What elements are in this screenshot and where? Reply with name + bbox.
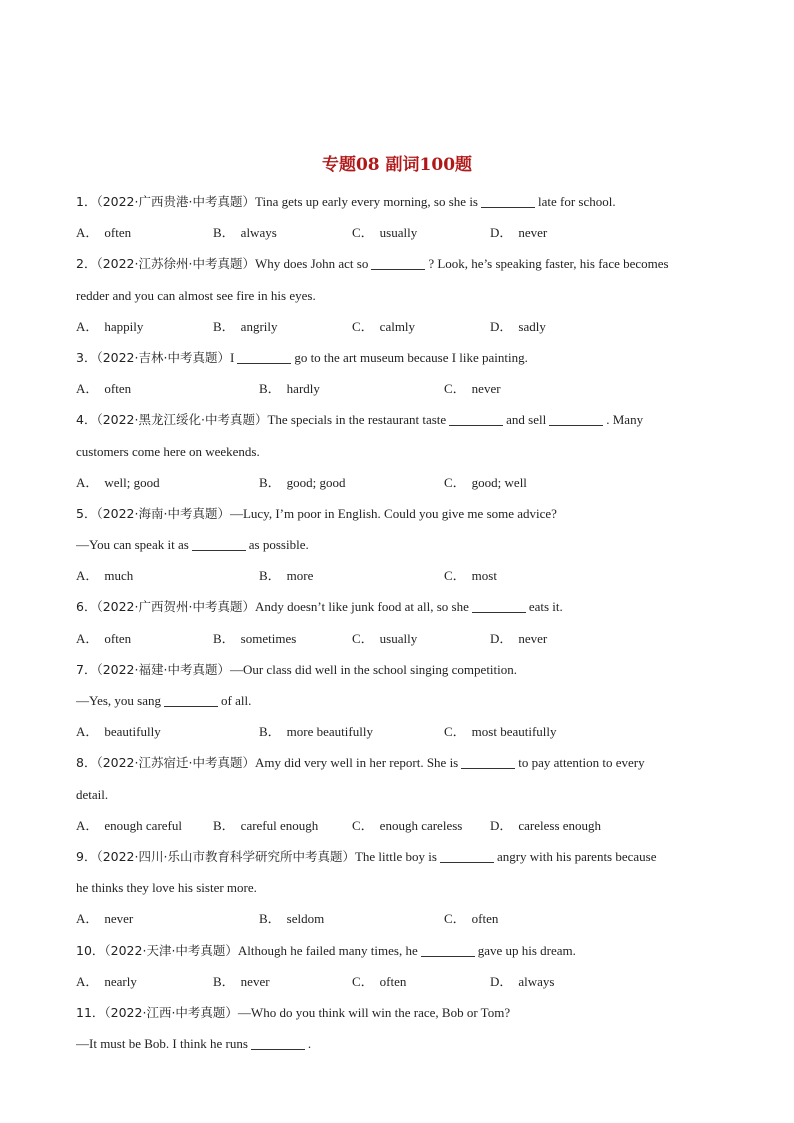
option-text: angrily	[240, 318, 278, 334]
option-text: often	[471, 911, 499, 927]
question-source: （2022·江苏宿迁·中考真题）	[96, 755, 255, 771]
option-text: much	[104, 568, 134, 584]
option-letter: C．	[352, 225, 374, 241]
question-line	[76, 747, 726, 778]
question-line	[76, 248, 726, 279]
answer-option[interactable]	[213, 810, 318, 841]
question-number: 5．	[76, 505, 97, 521]
answer-option[interactable]	[76, 716, 161, 747]
option-row	[76, 467, 726, 498]
option-text: enough careless	[379, 817, 463, 833]
question-text: —Lucy, I’m poor in English. Could you give me some advice?	[229, 505, 557, 521]
question-source: （2022·江西·中考真题）	[104, 1004, 238, 1020]
option-letter: D．	[490, 318, 513, 334]
answer-option[interactable]	[213, 311, 278, 342]
option-text: always	[240, 225, 277, 241]
option-text: sadly	[518, 318, 546, 334]
option-row	[76, 217, 726, 248]
question-text: he thinks they love his sister more.	[76, 880, 257, 896]
option-letter: C．	[352, 630, 374, 646]
question-number: 7．	[76, 661, 97, 677]
option-text: never	[518, 630, 548, 646]
question-source: （2022·广西贵港·中考真题）	[96, 194, 255, 209]
option-text: calmly	[379, 318, 416, 334]
answer-option[interactable]	[76, 311, 143, 342]
option-letter: C．	[444, 568, 466, 584]
question-line	[76, 1028, 726, 1059]
option-text: often	[104, 630, 132, 646]
question-number: 6．	[76, 599, 97, 615]
question-source: （2022·海南·中考真题）	[96, 505, 230, 521]
question-text: —Yes, you sang	[76, 693, 161, 708]
answer-option[interactable]	[444, 467, 527, 498]
option-letter: C．	[352, 973, 374, 989]
answer-option[interactable]	[76, 810, 182, 841]
answer-option[interactable]	[444, 903, 498, 934]
option-row	[76, 311, 726, 342]
question-list	[76, 186, 726, 1059]
question-text: The specials in the restaurant taste	[267, 412, 447, 428]
answer-blank	[371, 255, 425, 270]
option-text: more beautifully	[286, 724, 373, 740]
question-text: of all.	[221, 693, 252, 708]
option-letter: C．	[444, 911, 466, 927]
answer-blank	[461, 754, 515, 769]
question-text: eats it.	[528, 599, 563, 615]
option-letter: C．	[444, 381, 466, 397]
answer-option[interactable]	[259, 716, 373, 747]
option-letter: C．	[352, 318, 374, 334]
question-line	[76, 498, 726, 529]
option-letter: C．	[444, 474, 466, 490]
answer-option[interactable]	[259, 373, 320, 404]
option-text: nearly	[104, 973, 137, 989]
option-letter: A．	[76, 381, 99, 397]
option-text: never	[518, 225, 548, 241]
question-text: The little boy is	[354, 848, 437, 864]
question-line	[76, 404, 726, 435]
option-text: more	[286, 568, 314, 584]
question-text: ? Look, he’s speaking faster, his face becomes	[428, 256, 669, 272]
question-text: customers come here on weekends.	[76, 443, 260, 459]
question-text: Although he failed many times, he	[237, 942, 418, 958]
option-text: enough careful	[104, 817, 182, 833]
option-text: good; good	[286, 474, 346, 490]
option-text: careless enough	[518, 817, 602, 833]
question-text: detail.	[76, 786, 109, 802]
question-source: （2022·广西贺州·中考真题）	[96, 599, 255, 615]
option-text: usually	[379, 630, 418, 646]
answer-blank	[449, 411, 503, 426]
question-text: —Who do you think will win the race, Bob or Tom?	[237, 1004, 511, 1020]
option-text: never	[240, 973, 270, 989]
question-text: —Our class did well in the school singing competition.	[229, 661, 518, 677]
answer-blank	[251, 1035, 305, 1050]
option-letter: B．	[213, 318, 235, 334]
answer-option[interactable]	[490, 217, 547, 248]
option-letter: B．	[259, 474, 281, 490]
option-row	[76, 716, 726, 747]
answer-blank	[164, 692, 218, 707]
question-line	[76, 436, 726, 467]
option-text: often	[104, 225, 132, 241]
answer-blank	[481, 193, 535, 208]
answer-option[interactable]	[352, 217, 417, 248]
answer-option[interactable]	[444, 716, 557, 747]
question-line	[76, 186, 726, 217]
question-text: angry with his parents because	[496, 848, 657, 864]
question-source: （2022·四川·乐山市教育科学研究所中考真题）	[96, 848, 355, 864]
option-text: sometimes	[240, 630, 297, 646]
option-row	[76, 560, 726, 591]
question-number: 3．	[76, 349, 97, 365]
option-letter: B．	[213, 817, 235, 833]
option-letter: B．	[213, 973, 235, 989]
option-letter: C．	[352, 817, 374, 833]
question-text: as possible.	[248, 537, 309, 553]
option-text: often	[104, 381, 132, 397]
option-letter: C．	[444, 724, 466, 740]
answer-blank	[549, 411, 603, 426]
answer-option[interactable]	[213, 217, 277, 248]
question-text: redder and you can almost see fire in his eyes.	[76, 287, 316, 303]
option-letter: A．	[76, 724, 99, 740]
question-number: 4．	[76, 412, 97, 428]
answer-option[interactable]	[76, 623, 131, 654]
answer-option[interactable]	[444, 373, 501, 404]
option-row	[76, 810, 726, 841]
answer-blank	[192, 536, 246, 551]
option-letter: A．	[76, 568, 99, 584]
option-letter: D．	[490, 225, 513, 241]
question-number: 1．	[76, 194, 97, 209]
question-text: late for school.	[538, 194, 616, 209]
answer-blank	[237, 349, 291, 364]
option-letter: A．	[76, 474, 99, 490]
question-number: 9．	[76, 848, 97, 864]
answer-blank	[421, 942, 475, 957]
option-text: beautifully	[104, 724, 161, 740]
answer-option[interactable]	[76, 966, 137, 997]
option-text: never	[471, 381, 501, 397]
question-text: —You can speak it as	[76, 537, 189, 553]
question-text: and sell	[506, 412, 547, 428]
question-line	[76, 935, 726, 966]
answer-option[interactable]	[259, 467, 346, 498]
question-text: I	[229, 349, 235, 365]
answer-option[interactable]	[352, 966, 406, 997]
question-text: —It must be Bob. I think he runs	[76, 1036, 248, 1052]
option-row	[76, 903, 726, 934]
question-text: go to the art museum because I like painting.	[294, 349, 528, 365]
option-text: hardly	[286, 381, 320, 397]
option-letter: B．	[259, 724, 281, 740]
question-text: Andy doesn’t like junk food at all, so she	[254, 599, 469, 615]
answer-option[interactable]	[259, 903, 324, 934]
question-text: Tina gets up early every morning, so she is	[254, 194, 478, 209]
question-text: . Many	[606, 412, 644, 428]
question-line	[76, 841, 726, 872]
answer-option[interactable]	[259, 560, 313, 591]
question-line	[76, 997, 726, 1028]
question-number: 8．	[76, 755, 97, 771]
answer-option[interactable]	[76, 373, 131, 404]
option-text: good; well	[471, 474, 527, 490]
answer-option[interactable]	[76, 467, 160, 498]
answer-option[interactable]	[213, 623, 296, 654]
question-text: gave up his dream.	[477, 942, 576, 958]
option-row	[76, 623, 726, 654]
option-text: most	[471, 568, 497, 584]
question-source: （2022·江苏徐州·中考真题）	[96, 256, 255, 272]
question-number: 11．	[76, 1004, 105, 1020]
option-letter: D．	[490, 630, 513, 646]
answer-option[interactable]	[352, 311, 415, 342]
option-text: always	[518, 973, 555, 989]
option-letter: B．	[259, 381, 281, 397]
option-text: seldom	[286, 911, 325, 927]
page-title: 专题08 副词100题	[321, 155, 473, 175]
option-letter: A．	[76, 630, 99, 646]
option-text: never	[104, 911, 134, 927]
question-source: （2022·黑龙江绥化·中考真题）	[96, 412, 268, 428]
question-number: 10．	[76, 942, 105, 958]
question-line	[76, 529, 726, 560]
option-text: most beautifully	[471, 724, 557, 740]
option-text: well; good	[104, 474, 160, 490]
option-letter: B．	[213, 225, 235, 241]
option-text: usually	[379, 225, 418, 241]
option-letter: B．	[213, 630, 235, 646]
question-line	[76, 591, 726, 622]
question-number: 2．	[76, 256, 97, 272]
option-letter: D．	[490, 817, 513, 833]
option-text: careful enough	[240, 817, 319, 833]
question-text: Why does John act so	[254, 256, 369, 272]
option-text: often	[379, 973, 407, 989]
question-line	[76, 685, 726, 716]
question-text: Amy did very well in her report. She is	[254, 755, 459, 771]
option-letter: B．	[259, 568, 281, 584]
answer-option[interactable]	[490, 311, 546, 342]
answer-option[interactable]	[444, 560, 497, 591]
question-text: .	[307, 1036, 312, 1052]
answer-option[interactable]	[213, 966, 270, 997]
question-line	[76, 280, 726, 311]
answer-blank	[440, 848, 494, 863]
option-letter: A．	[76, 973, 99, 989]
option-row	[76, 966, 726, 997]
question-source: （2022·天津·中考真题）	[104, 942, 238, 958]
answer-option[interactable]	[490, 966, 555, 997]
question-line	[76, 654, 726, 685]
answer-option[interactable]	[352, 623, 417, 654]
option-letter: A．	[76, 318, 99, 334]
answer-option[interactable]	[76, 560, 133, 591]
option-letter: A．	[76, 817, 99, 833]
answer-blank	[472, 598, 526, 613]
answer-option[interactable]	[352, 810, 462, 841]
option-letter: B．	[259, 911, 281, 927]
answer-option[interactable]	[76, 217, 131, 248]
option-letter: D．	[490, 973, 513, 989]
option-letter: A．	[76, 225, 99, 241]
answer-option[interactable]	[490, 810, 601, 841]
question-line	[76, 342, 726, 373]
question-source: （2022·福建·中考真题）	[96, 661, 230, 677]
question-line	[76, 779, 726, 810]
option-letter: A．	[76, 911, 99, 927]
option-text: happily	[104, 318, 144, 334]
option-row	[76, 373, 726, 404]
answer-option[interactable]	[490, 623, 547, 654]
question-line	[76, 872, 726, 903]
answer-option[interactable]	[76, 903, 133, 934]
question-text: to pay attention to every	[518, 755, 645, 771]
question-source: （2022·吉林·中考真题）	[96, 349, 230, 365]
